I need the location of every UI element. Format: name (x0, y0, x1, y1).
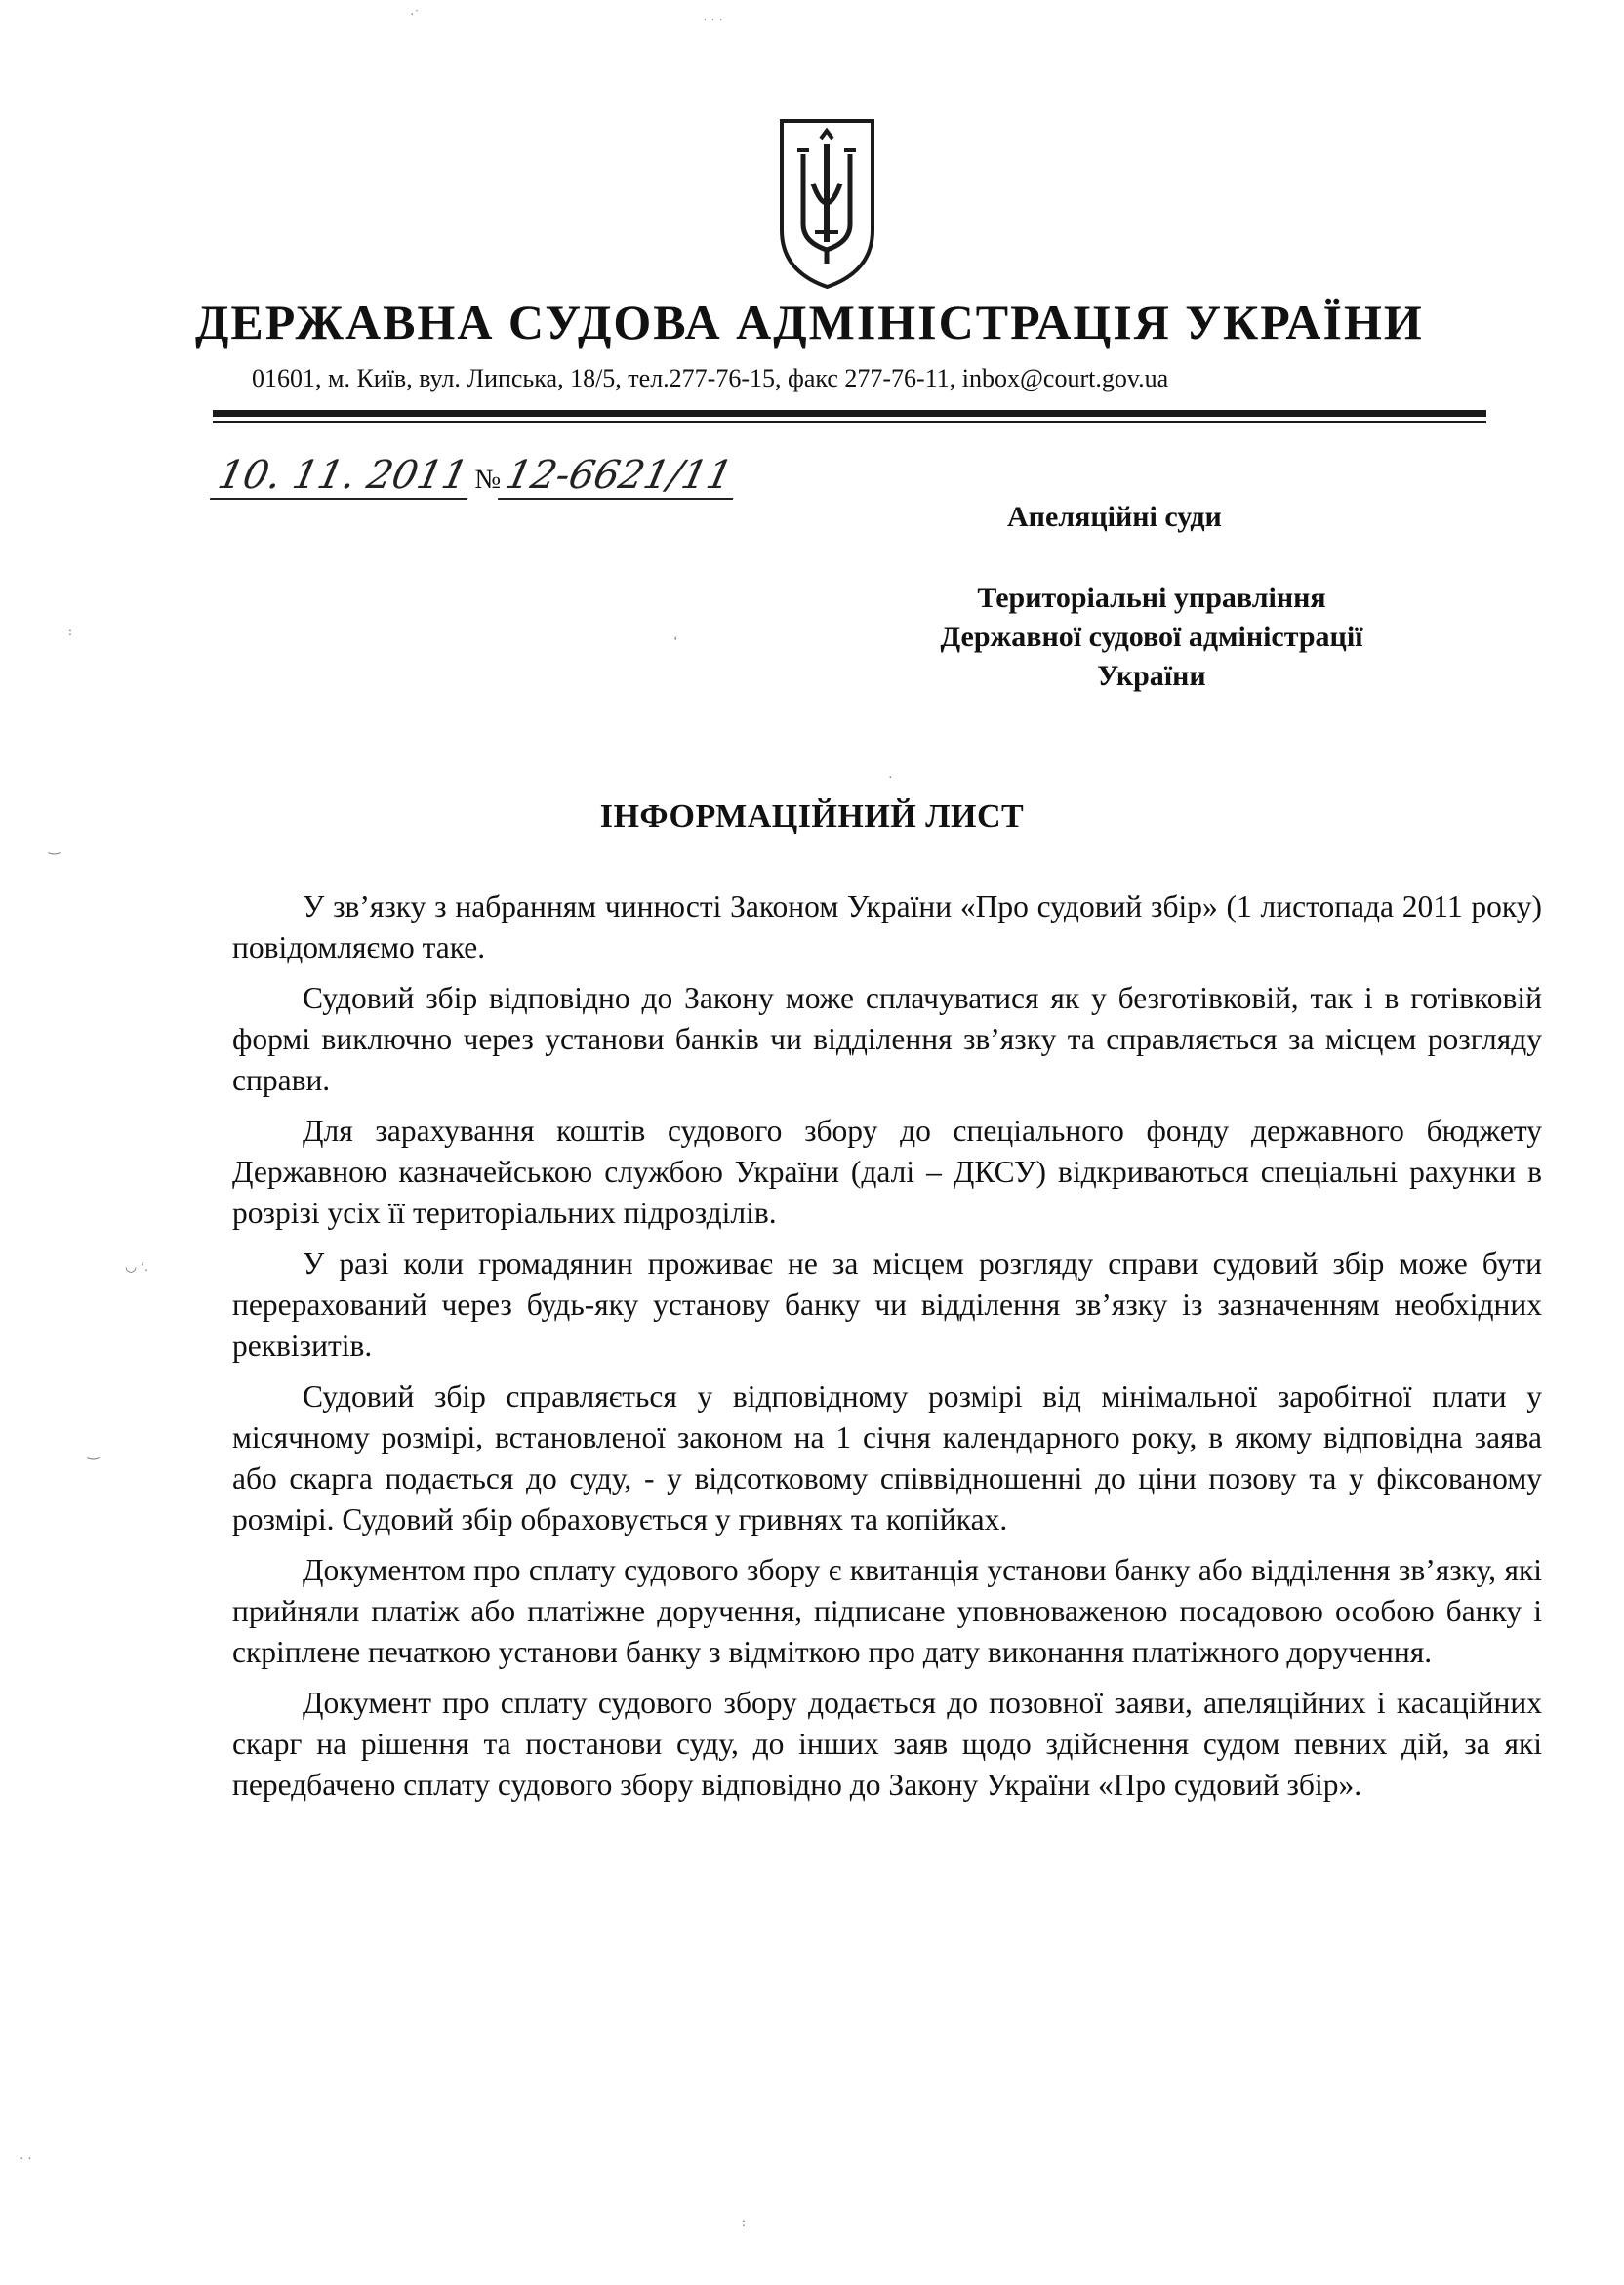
scan-speck: ◡ ‘. (125, 1260, 148, 1275)
addressee-line: Державної судової адміністрації (940, 621, 1363, 653)
document-title: ІНФОРМАЦІЙНИЙ ЛИСТ (599, 798, 1025, 835)
organization-name: ДЕРЖАВНА СУДОВА АДМІНІСТРАЦІЯ УКРАЇНИ (195, 295, 1424, 349)
organization-address: 01601, м. Київ, вул. Липська, 18/5, тел.277-76-15, факс 277-76-11, inbox@court.gov.ua (252, 364, 1169, 392)
header-rule-thick (213, 410, 1486, 417)
header-rule-thin (213, 421, 1486, 423)
scan-speck: : (68, 625, 72, 639)
handwritten-date: 10. 11. 2011 (210, 453, 478, 500)
body-paragraph: Судовий збір справляється у відповідному розмірі від мінімальної заробітної плати у місячному розмірі, встановленої законом на 1 січня календарного року, в якому відповідна заява або скарга подається до суду, - у відсотковому співвідношенні до ціни позову та у фіксованому розмірі. Судовий збір обраховується у гривнях та копійках. (232, 1379, 1542, 1536)
scan-speck: : (742, 2216, 746, 2230)
addressee-appeal-courts: Апеляційні суди (1007, 501, 1222, 533)
addressee-line: України (1097, 660, 1206, 692)
scan-speck: ‘ (673, 634, 678, 649)
reference-line (215, 453, 738, 511)
scan-speck: · · · (703, 14, 723, 28)
body-paragraph: У зв’язку з набранням чинності Законом України «Про судовий збір» (1 листопада 2011 року) повідомляємо таке. (232, 889, 1542, 964)
scan-speck: · (888, 771, 893, 786)
number-sign: № (474, 465, 502, 495)
addressee-line: Територіальні управління (977, 582, 1326, 614)
letter-body (232, 886, 1542, 1816)
addressee-territorial-offices (859, 579, 1444, 696)
body-paragraph: Для зарахування коштів судового збору до спеціального фонду державного бюджету Державною казначейською службою України (далі – ДКСУ) відкриваються спеціальні рахунки в розрізі усіх її територіальних підрозділів. (232, 1114, 1542, 1230)
trident-coat-of-arms-icon (776, 115, 878, 291)
scan-speck: · · (20, 2152, 32, 2167)
body-paragraph: Документом про сплату судового збору є квитанція установи банку або відділення зв’язку, які прийняли платіж або платіжне доручення, підписане уповноваженою посадовою особою банку і скріплене печаткою установи банку з відміткою про дату виконання платіжного доручення. (232, 1553, 1542, 1669)
scan-speck: ‿ (88, 1446, 100, 1460)
scan-speck: ·˙ (410, 8, 420, 22)
body-paragraph: Документ про сплату судового збору додається до позовної заяви, апеляційних і касаційних скарг на рішення та постанови суду, до інших заяв щодо здійснення судом певних дій, за які передбачено сплату судового збору відповідно до Закону України «Про судовий збір». (232, 1686, 1542, 1802)
handwritten-number: 12-6621/11 (498, 453, 743, 500)
scan-speck: ‿ (49, 840, 61, 855)
body-paragraph: Судовий збір відповідно до Закону може сплачуватися як у безготівковій, так і в готівковій формі виключно через установи банків чи відділення зв’язку та справляється за місцем розгляду справи. (232, 981, 1542, 1097)
body-paragraph: У разі коли громадянин проживає не за місцем розгляду справи судовий збір може бути перерахований через будь-яку установу банку чи відділення зв’язку із зазначенням необхідних реквізитів. (232, 1246, 1542, 1363)
